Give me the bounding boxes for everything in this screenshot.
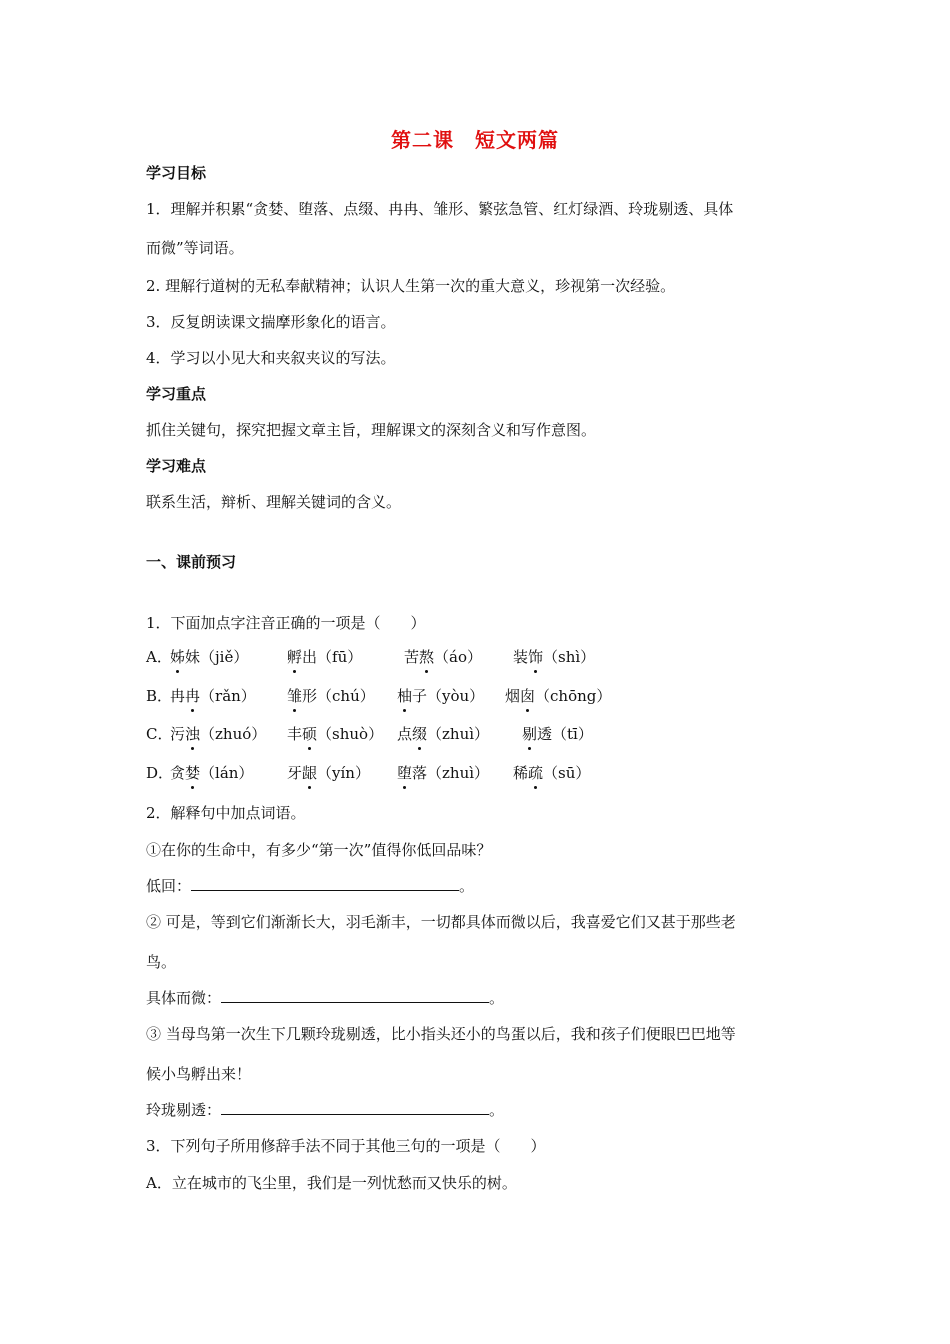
answer-blank[interactable] <box>191 876 459 891</box>
goal-item-1-cont: 而微”等词语。 <box>146 239 244 257</box>
option-item: 装饰（shì） <box>513 648 596 666</box>
q2-sentence-3-cont: 候小鸟孵出来！ <box>146 1065 252 1083</box>
option-item: 柚子（yòu） <box>397 687 485 705</box>
q2-sentence-3: ③ 当母鸟第一次生下几颗玲珑剔透，比小指头还小的鸟蛋以后，我和孩子们便眼巴巴地等 <box>146 1025 736 1043</box>
page-title: 第二课 短文两篇 <box>391 128 559 152</box>
q2-answer-2: 具体而微： 。 <box>146 989 505 1007</box>
q2-stem: 2．解释句中加点词语。 <box>146 804 306 822</box>
q3-stem: 3．下列句子所用修辞手法不同于其他三句的一项是（ ） <box>146 1137 546 1155</box>
goal-item-2: 2. 理解行道树的无私奉献精神；认识人生第一次的重大意义，珍视第一次经验。 <box>146 277 676 295</box>
option-label: A． <box>146 648 172 666</box>
focus-heading: 学习重点 <box>146 385 207 403</box>
goal-item-4: 4．学习以小见大和夹叙夹议的写法。 <box>146 349 396 367</box>
q2-answer-3: 玲珑剔透： 。 <box>146 1101 505 1119</box>
option-item: 冉冉（rǎn） <box>170 687 256 705</box>
q2-sentence-2-cont: 鸟。 <box>146 953 177 971</box>
answer-blank[interactable] <box>221 988 489 1003</box>
goal-item-3: 3．反复朗读课文揣摩形象化的语言。 <box>146 313 396 331</box>
q3-option-a: A．立在城市的飞尘里，我们是一列忧愁而又快乐的树。 <box>146 1174 517 1192</box>
option-item: 堕落（zhuì） <box>397 764 490 782</box>
option-item: 姊妹（jiě） <box>170 648 249 666</box>
option-item: 贪婪（lán） <box>170 764 254 782</box>
option-item: 稀疏（sū） <box>513 764 591 782</box>
option-label: D． <box>146 764 174 782</box>
option-label: B． <box>146 687 173 705</box>
option-item: 孵出（fū） <box>287 648 363 666</box>
goals-heading: 学习目标 <box>146 164 207 182</box>
option-item: 点缀（zhuì） <box>397 725 490 743</box>
option-item: 苦熬（áo） <box>404 648 483 666</box>
q2-answer-1: 低回： 。 <box>146 877 475 895</box>
focus-text: 抓住关键句，探究把握文章主旨，理解课文的深刻含义和写作意图。 <box>146 421 597 439</box>
option-item: 烟囱（chōng） <box>505 687 612 705</box>
difficulty-text: 联系生活，辩析、理解关键词的含义。 <box>146 493 402 511</box>
q2-sentence-1: ①在你的生命中，有多少“第一次”值得你低回品味？ <box>146 841 492 859</box>
difficulty-heading: 学习难点 <box>146 457 207 475</box>
option-item: 雏形（chú） <box>287 687 375 705</box>
option-item: 丰硕（shuò） <box>287 725 384 743</box>
goal-item-1: 1．理解并积累“贪婪、堕落、点缀、冉冉、雏形、繁弦急管、红灯绿酒、玲珑剔透、具体 <box>146 200 734 218</box>
q2-sentence-2: ② 可是，等到它们渐渐长大，羽毛渐丰，一切都具体而微以后，我喜爱它们又甚于那些老 <box>146 913 736 931</box>
q1-stem: 1．下面加点字注音正确的一项是（ ） <box>146 614 426 632</box>
option-item: 牙龈（yín） <box>287 764 370 782</box>
answer-blank[interactable] <box>221 1100 489 1115</box>
option-item: 污浊（zhuó） <box>170 725 267 743</box>
option-label: C． <box>146 725 173 743</box>
option-item: 剔透（tī） <box>522 725 593 743</box>
section-preview-heading: 一、课前预习 <box>146 553 237 571</box>
